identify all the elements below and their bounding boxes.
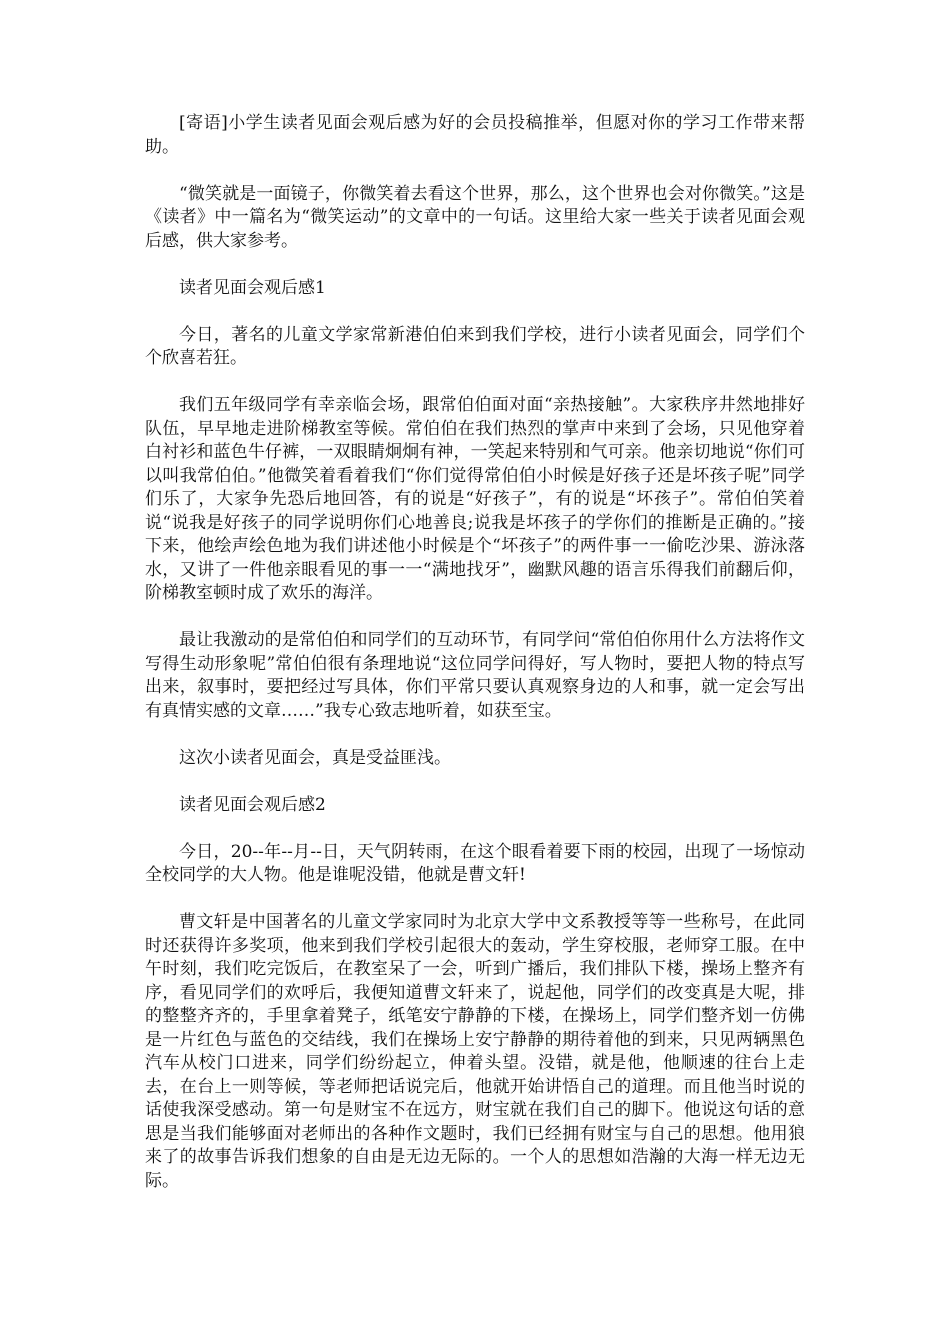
intro-quote: “微笑就是一面镜子，你微笑着去看这个世界，那么，这个世界也会对你微笑。”这是《读者》中一篇名为“微笑运动”的文章中的一句话。这里给大家一些关于读者见面会观后感，供大家参考。 xyxy=(145,183,805,251)
section-heading-1: 读者见面会观后感1 xyxy=(179,277,326,298)
paragraph: 最让我激动的是常伯伯和同学们的互动环节，有同学问“常伯伯你用什么方法将作文写得生动形象呢”常伯伯很有条理地说“这位同学问得好，写人物时，要把人物的特点写出来，叙事时，要把经过写具体，你们平常只要认真观察身边的人和事，就一定会写出有真情实感的文章……”我专心致志地听着，如获至宝。 xyxy=(145,630,805,721)
document-body xyxy=(145,112,805,1217)
section-heading-2: 读者见面会观后感2 xyxy=(179,794,326,815)
paragraph: 这次小读者见面会，真是受益匪浅。 xyxy=(179,747,451,768)
intro-note: [寄语]小学生读者见面会观后感为好的会员投稿推举，但愿对你的学习工作带来帮助。 xyxy=(145,113,805,157)
paragraph: 我们五年级同学有幸亲临会场，跟常伯伯面对面“亲热接触”。大家秩序井然地排好队伍，早早地走进阶梯教室等候。常伯伯在我们热烈的掌声中来到了会场，只见他穿着白衬衫和蓝色牛仔裤，一双眼睛炯炯有神，一笑起来特别和气可亲。他亲切地说“你们可以叫我常伯伯。”他微笑着看着我们“你们觉得常伯伯小时候是好孩子还是坏孩子呢”同学们乐了，大家争先恐后地回答，有的说是“好孩子”，有的说是“坏孩子”。常伯伯笑着说“说我是好孩子的同学说明你们心地善良;说我是坏孩子的学你们的推断是正确的。”接下来，他绘声绘色地为我们讲述他小时候是个“坏孩子”的两件事一一偷吃沙果、游泳落水，又讲了一件他亲眼看见的事一一“满地找牙”，幽默风趣的语言乐得我们前翻后仰，阶梯教室顿时成了欢乐的海洋。 xyxy=(145,395,805,603)
paragraph: 今日，20--年--月--日，天气阴转雨，在这个眼看着要下雨的校园，出现了一场惊动全校同学的大人物。他是谁呢没错，他就是曹文轩! xyxy=(145,841,805,885)
paragraph: 今日，著名的儿童文学家常新港伯伯来到我们学校，进行小读者见面会，同学们个个欣喜若狂。 xyxy=(145,324,805,368)
paragraph: 曹文轩是中国著名的儿童文学家同时为北京大学中文系教授等等一些称号，在此同时还获得许多奖项，他来到我们学校引起很大的轰动，学生穿校服，老师穿工服。在中午时刻，我们吃完饭后，在教室呆了一会，听到广播后，我们排队下楼，操场上整齐有序，看见同学们的欢呼后，我便知道曹文轩来了，说起他，同学们的改变真是大呢，排的整整齐齐的，手里拿着凳子，纸笔安宁静静的下楼，在操场上，同学们整齐划一仿佛是一片红色与蓝色的交结线，我们在操场上安宁静静的期待着他的到来，只见两辆黑色汽车从校门口进来，同学们纷纷起立，伸着头望。没错，就是他，他顺速的往台上走去，在台上一则等候，等老师把话说完后，他就开始讲悟自己的道理。而且他当时说的话使我深受感动。第一句是财宝不在远方，财宝就在我们自己的脚下。他说这句话的意思是当我们能够面对老师出的各种作文题时，我们已经拥有财宝与自己的思想。他用狼来了的故事告诉我们想象的自由是无边无际的。一个人的思想如浩瀚的大海一样无边无际。 xyxy=(145,912,805,1191)
